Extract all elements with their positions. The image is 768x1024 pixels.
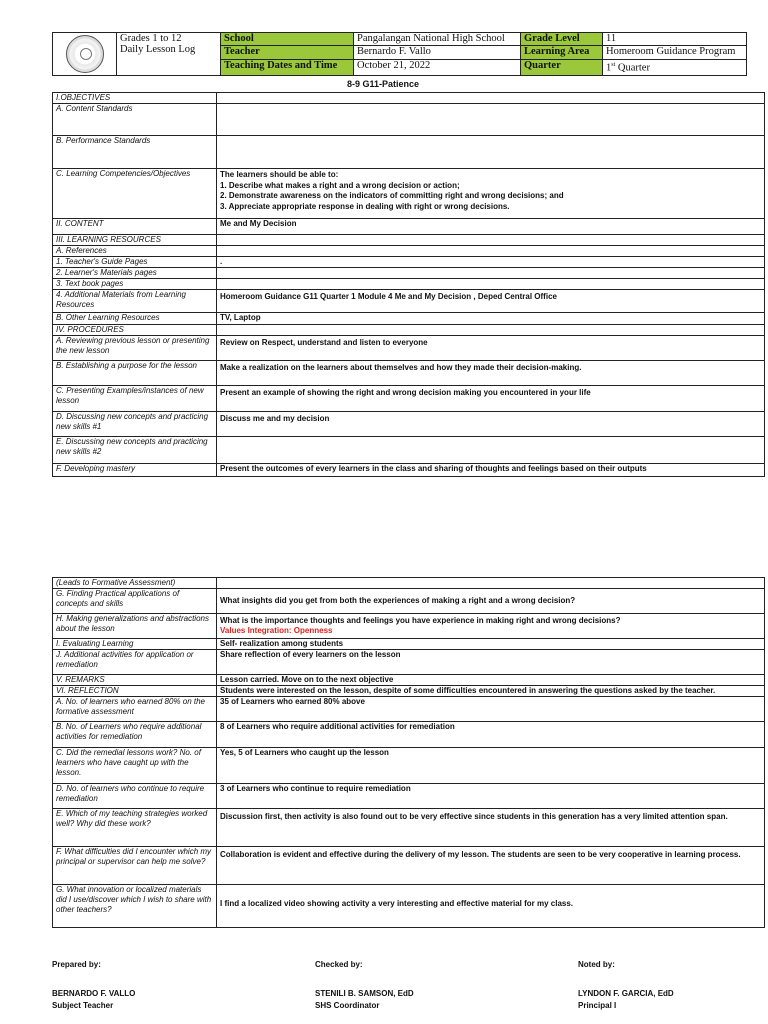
proc-b-value: Make a realization on the learners about themselves and how they made their decision-making. (217, 361, 765, 386)
proc-h-value (217, 614, 765, 639)
procedures-label: IV. PROCEDURES (53, 325, 217, 336)
noted-title: Principal I (578, 1001, 617, 1010)
objectives-heading: I.OBJECTIVES (53, 93, 217, 104)
proc-i-value: Self- realization among students (217, 639, 765, 650)
teacher-value: Bernardo F. Vallo (354, 46, 521, 59)
area-value: Homeroom Guidance Program (603, 46, 747, 59)
proc-j-label: J. Additional activities for application or remediation (53, 650, 217, 675)
learners-materials-value (217, 268, 765, 279)
proc-d-label: D. Discussing new concepts and practicing new skills #1 (53, 412, 217, 437)
formative-value (217, 578, 765, 589)
proc-c-value: Present an example of showing the right and wrong decision making you encountered in your life (217, 386, 765, 412)
remarks-label: V. REMARKS (53, 675, 217, 686)
teachers-guide-value: . (217, 257, 765, 268)
other-resources-value: TV, Laptop (217, 313, 765, 325)
grade-value: 11 (603, 33, 747, 46)
ref-b-value: 8 of Learners who require additional activities for remediation (217, 722, 765, 748)
log-line2: Daily Lesson Log (120, 44, 196, 55)
ref-g-value: I find a localized video showing activity a very interesting and effective material for my class. (217, 885, 765, 928)
additional-materials-value: Homeroom Guidance G11 Quarter 1 Module 4 Me and My Decision , Deped Central Office (217, 290, 765, 313)
ref-e-label: E. Which of my teaching strategies worked well? Why did these work? (53, 809, 217, 847)
competency-2: 2. Demonstrate awareness on the indicators of committing right and wrong decisions; and (220, 191, 564, 200)
checked-name: STENILI B. SAMSON, EdD (315, 989, 414, 998)
teachers-guide-label: 1. Teacher's Guide Pages (53, 257, 217, 268)
reflection-value: Students were interested on the lesson, despite of some difficulties encountered in answering the questions asked by the teacher. (217, 686, 765, 697)
quarter-word: Quarter (615, 62, 650, 74)
references-value (217, 246, 765, 257)
header-table (52, 32, 747, 76)
checked-label: Checked by: (315, 960, 363, 969)
ref-a-label: A. No. of learners who earned 80% on the formative assessment (53, 697, 217, 722)
resources-label: III. LEARNING RESOURCES (53, 235, 217, 246)
proc-h-text: What is the importance thoughts and feelings you have experience in making right and wrong decisions? (220, 616, 621, 625)
grade-label: Grade Level (521, 33, 603, 46)
prepared-title: Subject Teacher (52, 1001, 114, 1010)
competencies-label: C. Learning Competencies/Objectives (53, 169, 217, 219)
proc-g-value: What insights did you get from both the experiences of making a right and a wrong decision? (217, 589, 765, 614)
content-standards-value (217, 104, 765, 136)
log-line1: Grades 1 to 12 (120, 33, 182, 44)
ref-e-value: Discussion first, then activity is also found out to be very effective since students in this generation has a very limited attention span. (217, 809, 765, 847)
proc-a-value: Review on Respect, understand and listen to everyone (217, 336, 765, 361)
content-value: Me and My Decision (217, 219, 765, 235)
ref-g-label: G. What innovation or localized materials did I use/discover which I wish to share with other teachers? (53, 885, 217, 928)
proc-f-value: Present the outcomes of every learners in the class and sharing of thoughts and feelings based on their outputs (217, 464, 765, 477)
objectives-value (217, 93, 765, 104)
proc-i-label: I. Evaluating Learning (53, 639, 217, 650)
proc-c-label: C. Presenting Examples/instances of new lesson (53, 386, 217, 412)
dates-value: October 21, 2022 (354, 59, 521, 75)
deped-seal (53, 33, 117, 76)
prepared-name: BERNARDO F. VALLO (52, 989, 136, 998)
values-integration: Values Integration: Openness (220, 626, 333, 635)
section-title: 8-9 G11-Patience (346, 79, 420, 89)
prepared-label: Prepared by: (52, 960, 101, 969)
noted-label: Noted by: (578, 960, 615, 969)
formative-label: (Leads to Formative Assessment) (53, 578, 217, 589)
objectives-table (52, 92, 765, 477)
quarter-label: Quarter (521, 59, 603, 75)
textbook-value (217, 279, 765, 290)
noted-name: LYNDON F. GARCIA, EdD (578, 989, 674, 998)
proc-a-label: A. Reviewing previous lesson or presenting the new lesson (53, 336, 217, 361)
quarter-num: 1 (606, 62, 612, 74)
dates-label: Teaching Dates and Time (221, 59, 354, 75)
checked-title: SHS Coordinator (315, 1001, 380, 1010)
other-resources-label: B. Other Learning Resources (53, 313, 217, 325)
ref-a-value: 35 of Learners who earned 80% above (217, 697, 765, 722)
resources-value (217, 235, 765, 246)
learners-materials-label: 2. Learner's Materials pages (53, 268, 217, 279)
proc-e-value (217, 437, 765, 464)
proc-d-value: Discuss me and my decision (217, 412, 765, 437)
competency-1: 1. Describe what makes a right and a wrong decision or action; (220, 180, 460, 190)
seal-icon (66, 35, 104, 73)
school-value: Pangalangan National High School (354, 33, 521, 46)
additional-materials-label: 4. Additional Materials from Learning Resources (53, 290, 217, 313)
ref-f-value: Collaboration is evident and effective during the delivery of my lesson. The students are seen to be very cooperative in learning process. (217, 847, 765, 885)
remarks-value: Lesson carried. Move on to the next objective (217, 675, 765, 686)
reflection-table (52, 577, 765, 928)
performance-standards-value (217, 136, 765, 169)
ref-d-label: D. No. of learners who continue to require remediation (53, 784, 217, 809)
proc-f-label: F. Developing mastery (53, 464, 217, 477)
ref-c-value: Yes, 5 of Learners who caught up the lesson (217, 748, 765, 784)
school-label: School (221, 33, 354, 46)
quarter-sup: st (611, 61, 616, 68)
log-title (117, 33, 221, 76)
competencies-intro: The learners should be able to: (220, 170, 339, 179)
proc-h-label: H. Making generalizations and abstractions about the lesson (53, 614, 217, 639)
proc-j-value: Share reflection of every learners on the lesson (217, 650, 765, 675)
ref-b-label: B. No. of Learners who require additional activities for remediation (53, 722, 217, 748)
teacher-label: Teacher (221, 46, 354, 59)
competencies-value (217, 169, 765, 219)
procedures-value (217, 325, 765, 336)
references-label: A. References (53, 246, 217, 257)
content-standards-label: A. Content Standards (53, 104, 217, 136)
ref-c-label: C. Did the remedial lessons work? No. of learners who have caught up with the lesson. (53, 748, 217, 784)
ref-d-value: 3 of Learners who continue to require remediation (217, 784, 765, 809)
competency-3: 3. Appreciate appropriate response in dealing with right or wrong decisions. (220, 201, 510, 211)
quarter-value (603, 59, 747, 75)
textbook-label: 3. Text book pages (53, 279, 217, 290)
proc-g-label: G. Finding Practical applications of concepts and skills (53, 589, 217, 614)
ref-f-label: F. What difficulties did I encounter which my principal or supervisor can help me solve? (53, 847, 217, 885)
proc-e-label: E. Discussing new concepts and practicing new skills #2 (53, 437, 217, 464)
proc-b-label: B. Establishing a purpose for the lesson (53, 361, 217, 386)
performance-standards-label: B. Performance Standards (53, 136, 217, 169)
area-label: Learning Area (521, 46, 603, 59)
content-label: II. CONTENT (53, 219, 217, 235)
reflection-label: VI. REFLECTION (53, 686, 217, 697)
